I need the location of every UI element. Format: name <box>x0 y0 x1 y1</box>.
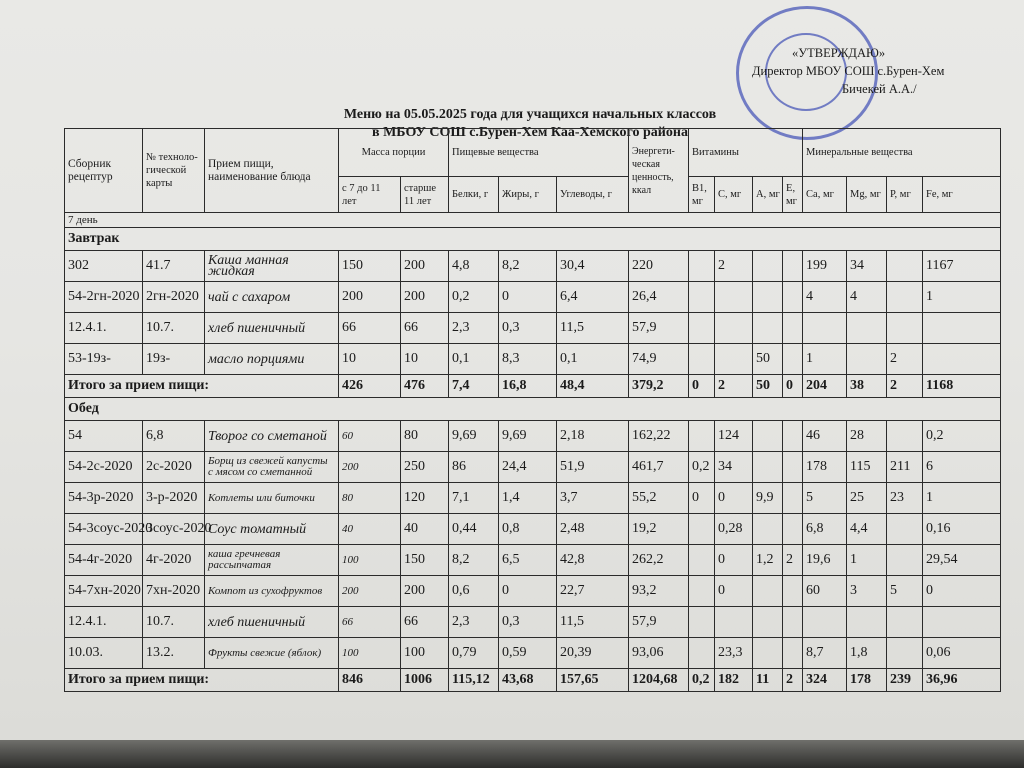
section-lunch: Обед <box>65 398 1001 421</box>
cell-m2: 200 <box>401 282 449 313</box>
cell-fe <box>923 607 1001 638</box>
cell-c: 0 <box>715 545 753 576</box>
cell-p <box>887 251 923 282</box>
cell-u: 11,5 <box>557 607 629 638</box>
cell-m1: 80 <box>339 483 401 514</box>
header-p: Р, мг <box>887 177 923 213</box>
cell-f: 0,59 <box>499 638 557 669</box>
cell-b: 0,79 <box>449 638 499 669</box>
cell-mg: 3 <box>847 576 887 607</box>
total-u: 48,4 <box>557 375 629 398</box>
menu-table-body <box>65 213 1001 692</box>
cell-dish: Творог со сметаной <box>205 421 339 452</box>
cell-sbornik: 54-2с-2020 <box>65 452 143 483</box>
cell-sbornik: 54-2гн-2020 <box>65 282 143 313</box>
cell-a <box>753 514 783 545</box>
cell-ca: 4 <box>803 282 847 313</box>
cell-u: 20,39 <box>557 638 629 669</box>
total-b: 7,4 <box>449 375 499 398</box>
total-m2: 476 <box>401 375 449 398</box>
cell-b: 2,3 <box>449 313 499 344</box>
total-p: 239 <box>887 669 923 692</box>
cell-b1 <box>689 282 715 313</box>
cell-u: 42,8 <box>557 545 629 576</box>
cell-dish: чай с сахаром <box>205 282 339 313</box>
header-meal: Прием пищи, наименование блюда <box>205 129 339 213</box>
cell-sbornik: 54-4г-2020 <box>65 545 143 576</box>
cell-en: 93,2 <box>629 576 689 607</box>
table-row <box>65 421 1001 452</box>
header-e: Е, мг <box>783 177 803 213</box>
cell-c: 2 <box>715 251 753 282</box>
cell-m1: 66 <box>339 607 401 638</box>
total-c: 182 <box>715 669 753 692</box>
cell-m1: 66 <box>339 313 401 344</box>
cell-m2: 200 <box>401 251 449 282</box>
approval-line-3: Бичекей А.А./ <box>842 82 917 96</box>
total-row <box>65 669 1001 692</box>
cell-en: 93,06 <box>629 638 689 669</box>
header-b1: B1, мг <box>689 177 715 213</box>
cell-c: 0,28 <box>715 514 753 545</box>
cell-m2: 80 <box>401 421 449 452</box>
cell-ca: 199 <box>803 251 847 282</box>
cell-c: 23,3 <box>715 638 753 669</box>
cell-fe: 0,16 <box>923 514 1001 545</box>
header-ca: Са, мг <box>803 177 847 213</box>
total-fe: 1168 <box>923 375 1001 398</box>
cell-b: 0,1 <box>449 344 499 375</box>
cell-fe <box>923 344 1001 375</box>
cell-b: 4,8 <box>449 251 499 282</box>
header-energy: Энергети-ческая ценность, ккал <box>629 129 689 213</box>
cell-sbornik: 54 <box>65 421 143 452</box>
cell-techcard: 13.2. <box>143 638 205 669</box>
cell-a <box>753 638 783 669</box>
cell-ca: 5 <box>803 483 847 514</box>
cell-e <box>783 421 803 452</box>
cell-b1 <box>689 344 715 375</box>
total-a: 11 <box>753 669 783 692</box>
cell-en: 19,2 <box>629 514 689 545</box>
cell-e <box>783 251 803 282</box>
cell-techcard: 4г-2020 <box>143 545 205 576</box>
total-m2: 1006 <box>401 669 449 692</box>
cell-p <box>887 638 923 669</box>
cell-fe: 1 <box>923 483 1001 514</box>
cell-mg <box>847 607 887 638</box>
cell-mg: 28 <box>847 421 887 452</box>
approval-block <box>752 44 1012 98</box>
total-f: 16,8 <box>499 375 557 398</box>
cell-b1 <box>689 514 715 545</box>
table-row <box>65 483 1001 514</box>
cell-e: 2 <box>783 545 803 576</box>
approval-line-1: «УТВЕРЖДАЮ» <box>792 46 886 60</box>
cell-p <box>887 282 923 313</box>
cell-m1: 200 <box>339 452 401 483</box>
header-mass: Масса порции <box>339 129 449 177</box>
cell-ca: 46 <box>803 421 847 452</box>
cell-m2: 40 <box>401 514 449 545</box>
cell-f: 9,69 <box>499 421 557 452</box>
cell-techcard: 10.7. <box>143 607 205 638</box>
cell-e <box>783 638 803 669</box>
header-fe: Fe, мг <box>923 177 1001 213</box>
cell-en: 461,7 <box>629 452 689 483</box>
cell-ca: 8,7 <box>803 638 847 669</box>
total-label: Итого за прием пищи: <box>65 669 339 692</box>
table-row <box>65 251 1001 282</box>
total-b: 115,12 <box>449 669 499 692</box>
cell-c <box>715 313 753 344</box>
cell-f: 24,4 <box>499 452 557 483</box>
cell-dish: Котлеты или биточки <box>205 483 339 514</box>
cell-u: 2,18 <box>557 421 629 452</box>
cell-fe: 0,06 <box>923 638 1001 669</box>
header-nutrients: Пищевые вещества <box>449 129 629 177</box>
cell-a <box>753 452 783 483</box>
cell-m2: 250 <box>401 452 449 483</box>
cell-dish: каша гречневая рассыпчатая <box>205 545 339 576</box>
cell-sbornik: 54-3р-2020 <box>65 483 143 514</box>
cell-p: 211 <box>887 452 923 483</box>
day-label: 7 день <box>65 213 1001 228</box>
cell-en: 26,4 <box>629 282 689 313</box>
cell-sbornik: 53-19з- <box>65 344 143 375</box>
cell-techcard: 3соус-2020 <box>143 514 205 545</box>
cell-e <box>783 344 803 375</box>
cell-u: 22,7 <box>557 576 629 607</box>
menu-table <box>64 128 1001 692</box>
cell-c <box>715 607 753 638</box>
cell-en: 262,2 <box>629 545 689 576</box>
total-ca: 324 <box>803 669 847 692</box>
cell-m2: 66 <box>401 313 449 344</box>
total-ca: 204 <box>803 375 847 398</box>
cell-f: 8,2 <box>499 251 557 282</box>
cell-b1 <box>689 545 715 576</box>
table-row <box>65 282 1001 313</box>
header-a: А, мг <box>753 177 783 213</box>
cell-m2: 150 <box>401 545 449 576</box>
cell-techcard: 19з- <box>143 344 205 375</box>
total-f: 43,68 <box>499 669 557 692</box>
total-mg: 178 <box>847 669 887 692</box>
cell-fe: 29,54 <box>923 545 1001 576</box>
cell-en: 55,2 <box>629 483 689 514</box>
total-mg: 38 <box>847 375 887 398</box>
cell-m1: 40 <box>339 514 401 545</box>
header-mg: Mg, мг <box>847 177 887 213</box>
cell-b: 0,44 <box>449 514 499 545</box>
cell-dish: хлеб пшеничный <box>205 607 339 638</box>
cell-u: 51,9 <box>557 452 629 483</box>
cell-ca <box>803 313 847 344</box>
total-c: 2 <box>715 375 753 398</box>
total-m1: 846 <box>339 669 401 692</box>
cell-a <box>753 421 783 452</box>
table-row <box>65 313 1001 344</box>
table-row <box>65 576 1001 607</box>
table-row <box>65 545 1001 576</box>
cell-ca: 60 <box>803 576 847 607</box>
total-b1: 0,2 <box>689 669 715 692</box>
cell-c: 34 <box>715 452 753 483</box>
total-b1: 0 <box>689 375 715 398</box>
title-line-2: в МБОУ СОШ с.Бурен-Хем Каа-Хемского района <box>372 125 688 140</box>
table-row <box>65 514 1001 545</box>
cell-techcard: 3-р-2020 <box>143 483 205 514</box>
section-breakfast: Завтрак <box>65 228 1001 251</box>
header-vitamins: Витамины <box>689 129 803 177</box>
cell-mg <box>847 344 887 375</box>
cell-m1: 200 <box>339 576 401 607</box>
total-p: 2 <box>887 375 923 398</box>
cell-p <box>887 545 923 576</box>
cell-b1: 0 <box>689 483 715 514</box>
cell-f: 6,5 <box>499 545 557 576</box>
cell-e <box>783 514 803 545</box>
total-e: 2 <box>783 669 803 692</box>
cell-a: 50 <box>753 344 783 375</box>
cell-f: 1,4 <box>499 483 557 514</box>
cell-u: 11,5 <box>557 313 629 344</box>
cell-c: 0 <box>715 483 753 514</box>
cell-f: 0 <box>499 576 557 607</box>
cell-b: 86 <box>449 452 499 483</box>
cell-b: 8,2 <box>449 545 499 576</box>
cell-m2: 66 <box>401 607 449 638</box>
cell-p <box>887 313 923 344</box>
cell-p <box>887 421 923 452</box>
header-protein: Белки, г <box>449 177 499 213</box>
cell-u: 30,4 <box>557 251 629 282</box>
cell-sbornik: 12.4.1. <box>65 313 143 344</box>
cell-a: 1,2 <box>753 545 783 576</box>
cell-fe <box>923 313 1001 344</box>
cell-fe: 1 <box>923 282 1001 313</box>
cell-ca <box>803 607 847 638</box>
header-sbornik: Сборник рецептур <box>65 129 143 213</box>
cell-en: 162,22 <box>629 421 689 452</box>
table-row <box>65 638 1001 669</box>
cell-e <box>783 483 803 514</box>
table-row <box>65 344 1001 375</box>
cell-b1: 0,2 <box>689 452 715 483</box>
cell-dish: Каша манная жидкая <box>205 251 339 282</box>
cell-dish: Соус томатный <box>205 514 339 545</box>
cell-mg: 4,4 <box>847 514 887 545</box>
cell-b1 <box>689 421 715 452</box>
cell-b1 <box>689 638 715 669</box>
cell-m2: 100 <box>401 638 449 669</box>
cell-ca: 6,8 <box>803 514 847 545</box>
cell-fe: 0,2 <box>923 421 1001 452</box>
cell-m1: 100 <box>339 638 401 669</box>
cell-ca: 1 <box>803 344 847 375</box>
cell-f: 0,3 <box>499 313 557 344</box>
header-carbs: Углеводы, г <box>557 177 629 213</box>
cell-a: 9,9 <box>753 483 783 514</box>
cell-m2: 120 <box>401 483 449 514</box>
cell-b1 <box>689 313 715 344</box>
cell-fe: 1167 <box>923 251 1001 282</box>
cell-sbornik: 10.03. <box>65 638 143 669</box>
header-mass-a: с 7 до 11 лет <box>339 177 401 213</box>
cell-u: 6,4 <box>557 282 629 313</box>
cell-techcard: 2гн-2020 <box>143 282 205 313</box>
cell-u: 3,7 <box>557 483 629 514</box>
title-line-1: Меню на 05.05.2025 года для учащихся начальных классов <box>343 107 717 122</box>
cell-b1 <box>689 251 715 282</box>
cell-en: 74,9 <box>629 344 689 375</box>
table-row <box>65 607 1001 638</box>
cell-a <box>753 251 783 282</box>
cell-en: 220 <box>629 251 689 282</box>
cell-mg <box>847 313 887 344</box>
total-a: 50 <box>753 375 783 398</box>
header-techcard: № техноло-гической карты <box>143 129 205 213</box>
cell-u: 2,48 <box>557 514 629 545</box>
cell-b: 0,6 <box>449 576 499 607</box>
total-u: 157,65 <box>557 669 629 692</box>
cell-ca: 19,6 <box>803 545 847 576</box>
total-en: 1204,68 <box>629 669 689 692</box>
cell-f: 0,8 <box>499 514 557 545</box>
cell-a <box>753 282 783 313</box>
cell-p: 23 <box>887 483 923 514</box>
header-c: С, мг <box>715 177 753 213</box>
cell-fe: 6 <box>923 452 1001 483</box>
cell-c: 124 <box>715 421 753 452</box>
cell-b: 2,3 <box>449 607 499 638</box>
cell-c <box>715 282 753 313</box>
cell-dish: Компот из сухофруктов <box>205 576 339 607</box>
cell-sbornik: 12.4.1. <box>65 607 143 638</box>
cell-en: 57,9 <box>629 313 689 344</box>
cell-techcard: 7хн-2020 <box>143 576 205 607</box>
cell-en: 57,9 <box>629 607 689 638</box>
total-row <box>65 375 1001 398</box>
cell-b1 <box>689 607 715 638</box>
cell-sbornik: 302 <box>65 251 143 282</box>
cell-mg: 25 <box>847 483 887 514</box>
cell-techcard: 41.7 <box>143 251 205 282</box>
cell-m1: 200 <box>339 282 401 313</box>
cell-e <box>783 452 803 483</box>
cell-b: 7,1 <box>449 483 499 514</box>
cell-b: 0,2 <box>449 282 499 313</box>
cell-m1: 150 <box>339 251 401 282</box>
background-surface <box>0 740 1024 768</box>
cell-f: 8,3 <box>499 344 557 375</box>
cell-techcard: 2с-2020 <box>143 452 205 483</box>
cell-e <box>783 282 803 313</box>
cell-e <box>783 607 803 638</box>
cell-p: 2 <box>887 344 923 375</box>
cell-c <box>715 344 753 375</box>
cell-sbornik: 54-7хн-2020 <box>65 576 143 607</box>
table-row <box>65 452 1001 483</box>
cell-sbornik: 54-3соус-2020 <box>65 514 143 545</box>
cell-techcard: 6,8 <box>143 421 205 452</box>
cell-fe: 0 <box>923 576 1001 607</box>
total-label: Итого за прием пищи: <box>65 375 339 398</box>
cell-mg: 34 <box>847 251 887 282</box>
cell-c: 0 <box>715 576 753 607</box>
header-mass-b: старше 11 лет <box>401 177 449 213</box>
cell-p: 5 <box>887 576 923 607</box>
cell-m1: 10 <box>339 344 401 375</box>
cell-dish: масло порциями <box>205 344 339 375</box>
cell-techcard: 10.7. <box>143 313 205 344</box>
approval-line-2: Директор МБОУ СОШ с.Бурен-Хем <box>752 64 945 78</box>
cell-dish: хлеб пшеничный <box>205 313 339 344</box>
cell-mg: 115 <box>847 452 887 483</box>
total-m1: 426 <box>339 375 401 398</box>
cell-dish: Фрукты свежие (яблок) <box>205 638 339 669</box>
cell-e <box>783 313 803 344</box>
cell-m1: 100 <box>339 545 401 576</box>
cell-m2: 200 <box>401 576 449 607</box>
header-minerals: Минеральные вещества <box>803 129 1001 177</box>
cell-ca: 178 <box>803 452 847 483</box>
cell-b: 9,69 <box>449 421 499 452</box>
cell-m2: 10 <box>401 344 449 375</box>
cell-a <box>753 576 783 607</box>
cell-mg: 4 <box>847 282 887 313</box>
cell-a <box>753 607 783 638</box>
cell-a <box>753 313 783 344</box>
header-fat: Жиры, г <box>499 177 557 213</box>
cell-m1: 60 <box>339 421 401 452</box>
total-en: 379,2 <box>629 375 689 398</box>
total-e: 0 <box>783 375 803 398</box>
cell-p <box>887 514 923 545</box>
cell-b1 <box>689 576 715 607</box>
total-fe: 36,96 <box>923 669 1001 692</box>
cell-mg: 1 <box>847 545 887 576</box>
cell-f: 0 <box>499 282 557 313</box>
cell-mg: 1,8 <box>847 638 887 669</box>
cell-p <box>887 607 923 638</box>
cell-e <box>783 576 803 607</box>
cell-u: 0,1 <box>557 344 629 375</box>
cell-f: 0,3 <box>499 607 557 638</box>
cell-dish: Борщ из свежей капусты с мясом со сметанной <box>205 452 339 483</box>
